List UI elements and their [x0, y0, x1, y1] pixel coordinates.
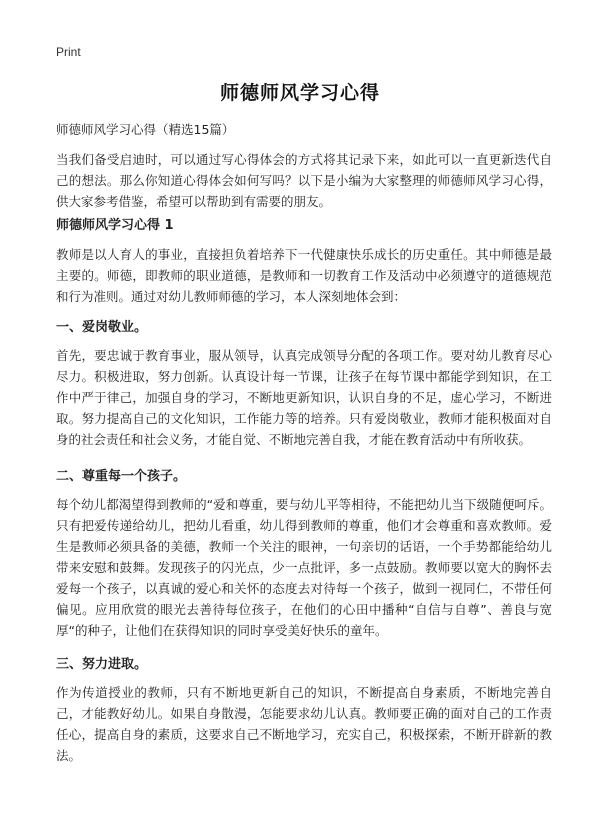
point-1-heading: 一、爱岗敬业。 [56, 320, 148, 335]
point-3-body: 作为传道授业的教师，只有不断地更新自己的知识，不断提高自身素质，不断地完善自己，才能教好幼儿。如果自身散漫，怎能要求幼儿认真。教师要正确的面对自己的工作责任心，提高自身的素质，这要求自己不断地学习，充实自己，积极探索，不断开辟新的教法。 [56, 685, 552, 763]
point-2-heading: 二、尊重每一个孩子。 [56, 469, 187, 484]
document-subtitle: 师德师风学习心得（精选15篇） [56, 122, 235, 137]
print-link[interactable]: Print [56, 45, 81, 59]
page-title: 师德师风学习心得 [219, 82, 380, 104]
point-2-body: 每个幼儿都渴望得到教师的“爱和尊重，要与幼儿平等相待，不能把幼儿当下级随便呵斥。只有把爱传递给幼儿，把幼儿看重，幼儿得到教师的尊重，他们才会尊重和喜欢教师。爱生是教师必须具备的美德，教师一个关注的眼神，一句亲切的话语，一个手势都能给幼儿带来安慰和鼓舞。发现孩子的闪光点，少一点批评，多一点鼓励。教师要以宽大的胸怀去爱每一个孩子，以真诚的爱心和关怀的态度去对待每一个孩子，做到一视同仁，不带任何偏见。应用欣赏的眼光去善待每位孩子，在他们的心田中播种“自信与自尊”、善良与宽厚“的种子，让他们在获得知识的同时享受美好快乐的童年。 [56, 497, 552, 638]
point-3-heading: 三、努力进取。 [56, 657, 148, 672]
point-1-body: 首先，要忠诚于教育事业，服从领导，认真完成领导分配的各项工作。要对幼儿教育尽心尽力。积极进取，努力创新。认真设计每一节课，让孩子在每节课中都能学到知识，在工作中严于律己，加强自身的学习，不断地更新知识，认识自身的不足，虚心学习，不断进取。努力提高自己的文化知识，工作能力等的培养。只有爱岗敬业，教师才能积极面对自身的社会责任和社会义务，才能自觉、不断地完善自我，才能在教育活动中有所收获。 [56, 348, 552, 447]
intro-paragraph: 当我们备受启迪时，可以通过写心得体会的方式将其记录下来，如此可以一直更新迭代自己的想法。那么你知道心得体会如何写吗？以下是小编为大家整理的师德师风学习心得，供大家参考借鉴，希望可以帮助到有需要的朋友。 [56, 152, 552, 209]
section-title: 师德师风学习心得 1 [56, 218, 174, 233]
section-intro-paragraph: 教师是以人育人的事业，直接担负着培养下一代健康快乐成长的历史重任。其中师德是最主要的。师德，即教师的职业道德，是教师和一切教育工作及活动中必须遵守的道德规范和行为准则。通过对幼儿教师师德的学习，本人深刻地体会到： [56, 247, 552, 304]
